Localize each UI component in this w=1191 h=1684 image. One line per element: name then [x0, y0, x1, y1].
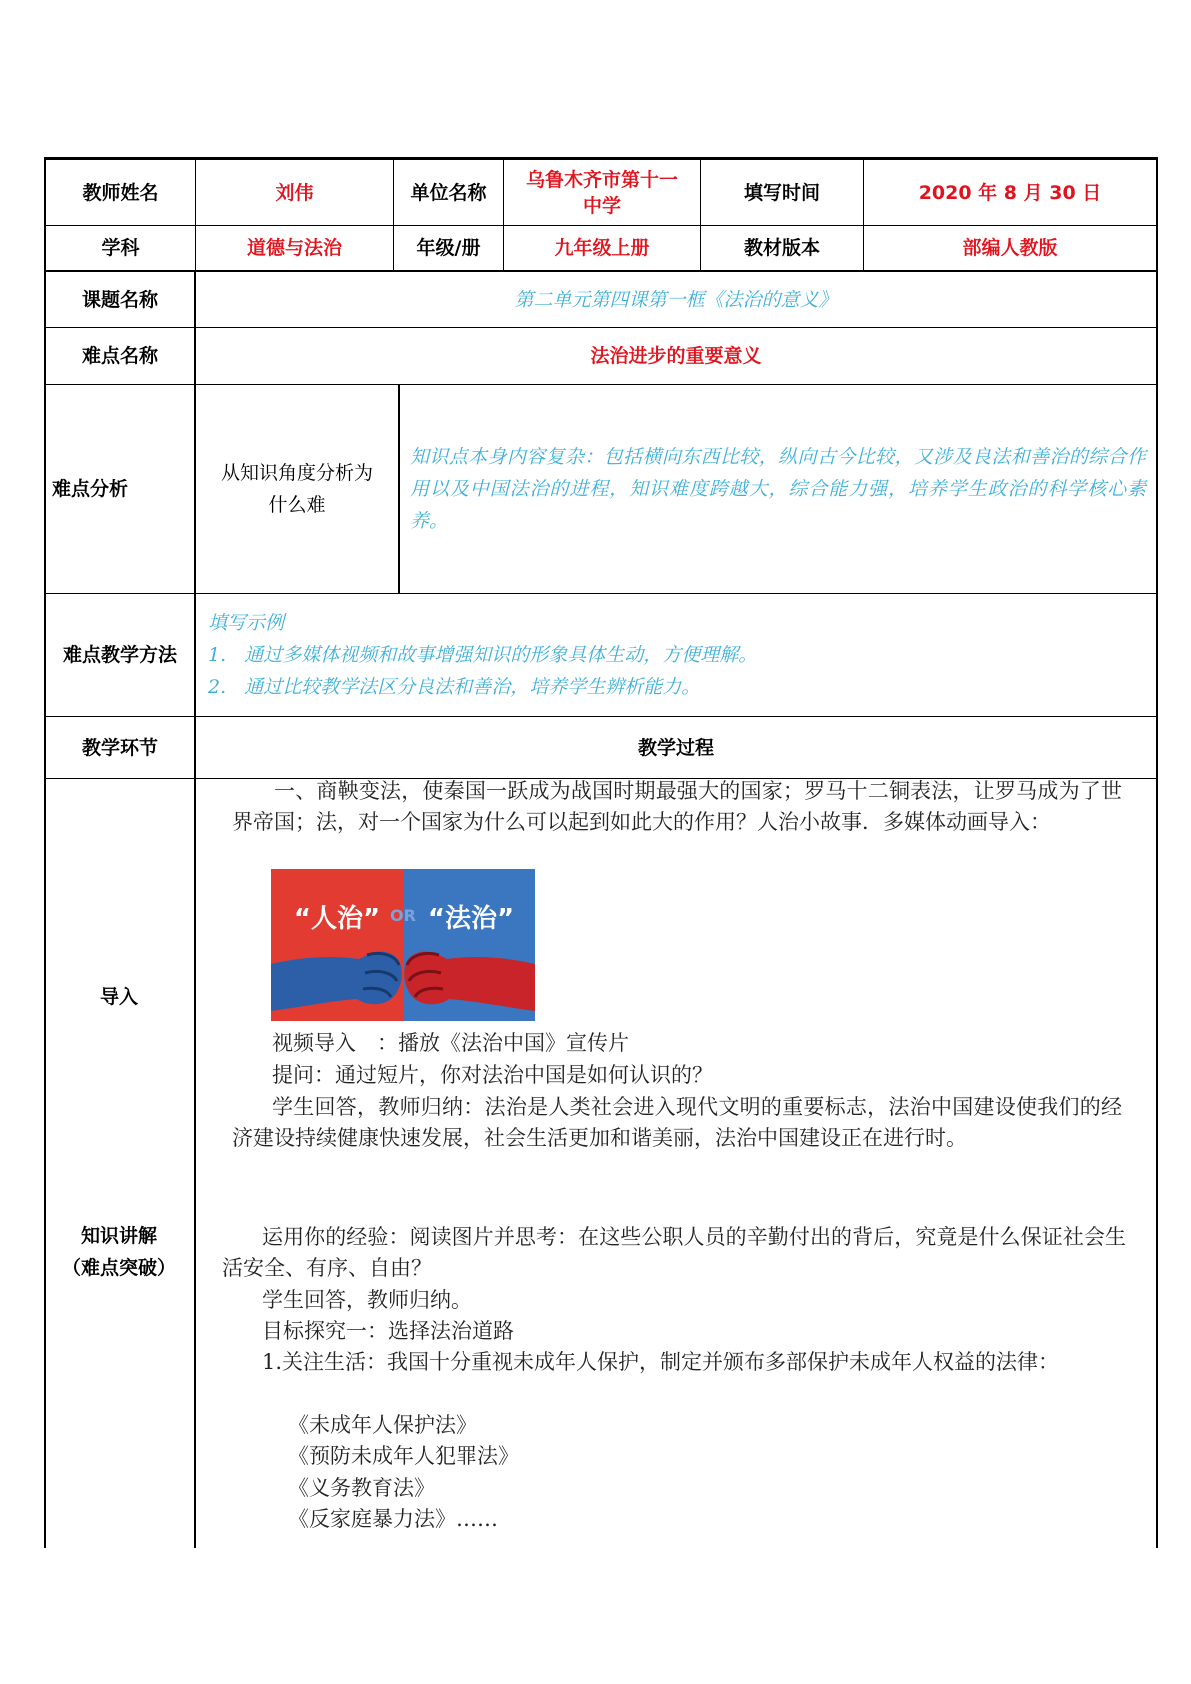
difficulty-value: 法治进步的重要意义 — [590, 345, 762, 367]
analysis-row — [46, 385, 1156, 594]
law-item-1: 《未成年人保护法》 — [288, 1413, 477, 1437]
analysis-label: 难点分析 — [46, 385, 196, 593]
date-label: 填写时间 — [701, 160, 864, 225]
difficulty-label: 难点名称 — [46, 328, 196, 384]
law-item-4: 《反家庭暴力法》…… — [288, 1507, 498, 1531]
fist-right-text: “法治” — [427, 904, 515, 934]
intro-label: 导入 — [99, 986, 138, 1008]
knowledge-paragraph-1: 运用你的经验：阅读图片并思考：在这些公职人员的辛勤付出的背后，究竟是什么保证社会生活安全、有序、自由？ — [222, 1225, 1126, 1280]
intro-paragraph-1: 一、商鞅变法，使秦国一跃成为战国时期最强大的国家；罗马十二铜表法，让罗马成为了世界帝国；法，对一个国家为什么可以起到如此大的作用？人治小故事．多媒体动画导入： — [232, 779, 1122, 834]
intro-question-line: 提问：通过短片，你对法治中国是如何认识的？ — [272, 1063, 713, 1087]
topic-label: 课题名称 — [46, 272, 196, 327]
subject-value: 道德与法治 — [196, 226, 394, 270]
header-row-2 — [46, 226, 1156, 272]
method-item-1: 1. 通过多媒体视频和故事增强知识的形象具体生动，方便理解。 — [208, 644, 758, 666]
topic-row — [46, 272, 1156, 328]
process-left-column — [46, 779, 196, 1548]
knowledge-label — [44, 1220, 194, 1284]
law-item-3: 《义务教育法》 — [288, 1476, 435, 1500]
knowledge-label-2: （难点突破） — [61, 1257, 176, 1279]
edition-value: 部编人教版 — [962, 237, 1058, 259]
grade-label: 年级/册 — [394, 226, 504, 270]
intro-video-line: 视频导入 ：播放《法治中国》宣传片 — [272, 1031, 629, 1055]
law-item-2: 《预防未成年人犯罪法》 — [288, 1444, 519, 1468]
topic-value: 第二单元第四课第一框《法治的意义》 — [514, 288, 838, 311]
fist-bump-image — [271, 869, 535, 1021]
subject-label: 学科 — [46, 226, 196, 270]
edition-label: 教材版本 — [701, 226, 864, 270]
knowledge-line-3: 目标探究一：选择法治道路 — [262, 1319, 514, 1343]
grade-value: 九年级上册 — [504, 226, 701, 270]
unit-label: 单位名称 — [394, 160, 504, 225]
date-value: 2020 年 8 月 30 日 — [918, 181, 1102, 204]
process-label: 教学环节 — [46, 717, 196, 778]
method-content — [196, 594, 1156, 716]
process-title: 教学过程 — [637, 736, 714, 759]
difficulty-row — [46, 328, 1156, 385]
method-example: 填写示例 — [208, 612, 285, 634]
knowledge-label-1: 知识讲解 — [80, 1225, 157, 1247]
unit-value: 乌鲁木齐市第十一中学 — [504, 160, 701, 225]
analysis-sublabel: 从知识角度分析为什么难 — [196, 385, 400, 593]
teacher-value: 刘伟 — [196, 160, 394, 225]
knowledge-line-2: 学生回答，教师归纳。 — [262, 1288, 472, 1312]
intro-answer-paragraph: 学生回答，教师归纳：法治是人类社会进入现代文明的重要标志，法治中国建设使我们的经济建设持续健康快速发展，社会生活更加和谐美丽，法治中国建设正在进行时。 — [232, 1095, 1122, 1150]
method-row — [46, 594, 1156, 717]
analysis-text: 知识点本身内容复杂：包括横向东西比较，纵向古今比较，又涉及良法和善治的综合作用以及中国法治的进程，知识难度跨越大，综合能力强，培养学生政治的科学核心素养。 — [410, 446, 1146, 532]
process-header-row — [46, 717, 1156, 779]
knowledge-paragraph-4: 1.关注生活：我国十分重视未成年人保护，制定并颁布多部保护未成年人权益的法律： — [262, 1350, 1060, 1374]
fist-left-text: “人治” — [293, 904, 381, 934]
fist-or-text: OR — [390, 906, 416, 925]
fist-bump-illustration — [271, 869, 535, 1021]
teacher-label: 教师姓名 — [46, 160, 196, 225]
header-row-1 — [46, 160, 1156, 226]
method-label: 难点教学方法 — [46, 594, 196, 716]
method-item-2: 2. 通过比较教学法区分良法和善治，培养学生辨析能力。 — [208, 676, 701, 698]
